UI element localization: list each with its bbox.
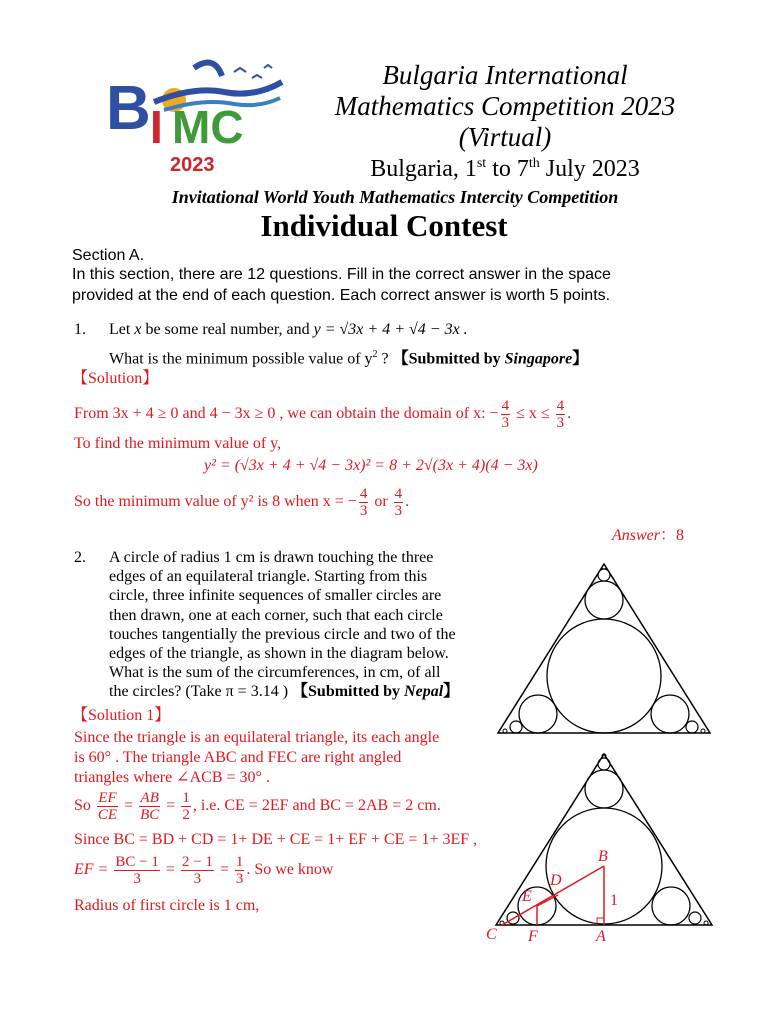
header-title bbox=[300, 60, 710, 153]
title-line-1: Bulgaria International bbox=[382, 60, 628, 90]
q2-line: A circle of radius 1 cm is drawn touching the three bbox=[109, 549, 434, 566]
q2-solution-line-5: Since BC = BD + CD = 1+ DE + CE = 1+ EF + CE = 1+ 3EF , bbox=[74, 831, 478, 848]
q2-solution-line-7: Radius of first circle is 1 cm, bbox=[74, 897, 260, 914]
q2-solution-line-1: Since the triangle is an equilateral triangle, its each angle bbox=[74, 729, 440, 746]
label-e: E bbox=[522, 888, 532, 905]
logo-year: 2023 bbox=[170, 154, 215, 176]
q2-solution-line-4: So $\frac{EF}{CE}$ = $\frac{AB}{BC}$ = $\frac{1}{2}$ , i.e. CE = 2EF and BC = 2AB = 2 cm. bbox=[74, 790, 441, 823]
logo-letter-b: B bbox=[106, 74, 151, 143]
q2-text bbox=[109, 548, 504, 702]
label-d: D bbox=[550, 872, 562, 889]
q1-solution-line-1: From 3x + 4 ≥ 0 and 4 − 3x ≥ 0 , we can obtain the domain of x: − $\frac{4}{3}$ ≤ x ≤ $\frac{4}{3}$ . bbox=[74, 398, 572, 431]
triangle-circles-diagram bbox=[496, 560, 716, 740]
q2-last-line: the circles? (Take π = 3.14 ) 【Submitted by Nepal】 bbox=[109, 683, 460, 701]
q2-line: touches tangentially the previous circle and two of the bbox=[109, 625, 456, 643]
q1-solution-line-4: So the minimum value of y² is 8 when x = − $\frac{4}{3}$ or $\frac{4}{3}$ . bbox=[74, 486, 410, 519]
q2-line: edges of the triangle, as shown in the diagram below. bbox=[109, 645, 449, 663]
q2-line: What is the sum of the circumferences, in cm, of all bbox=[109, 664, 441, 682]
q1-country: Singapore bbox=[504, 350, 573, 368]
q2-line: edges of an equilateral triangle. Starting from this bbox=[109, 568, 428, 586]
q1-answer: Answer：8 bbox=[612, 527, 685, 544]
corner-circle bbox=[510, 721, 522, 733]
section-line-2: provided at the end of each question. Each correct answer is worth 5 points. bbox=[72, 287, 611, 304]
q1-solution-line-3: y² = (√3x + 4 + √4 − 3x)² = 8 + 2√(3x + 4)(4 − 3x) bbox=[204, 457, 538, 474]
q2-number: 2. bbox=[74, 549, 86, 566]
corner-circle bbox=[652, 887, 690, 925]
corner-circle bbox=[519, 695, 557, 733]
corner-circle bbox=[598, 569, 610, 581]
triangle-outline bbox=[498, 564, 710, 733]
section-line-1: In this section, there are 12 questions. Fill in the correct answer in the space bbox=[72, 266, 611, 283]
logo-letters-mc: MC bbox=[172, 101, 244, 153]
logo-letter-i: I bbox=[150, 101, 163, 153]
q1-solution-line-2: To find the minimum value of y, bbox=[74, 435, 282, 452]
label-a: A bbox=[596, 928, 606, 945]
q2-solution-line-2: is 60° . The triangle ABC and FEC are right angled bbox=[74, 749, 402, 766]
q2-line: then drawn, one at each corner, such that each circle bbox=[109, 606, 443, 624]
title-line-3: (Virtual) bbox=[458, 122, 552, 152]
corner-circle bbox=[585, 581, 623, 619]
q2-solution-line-3: triangles where ∠ACB = 30° . bbox=[74, 769, 270, 786]
title-line-2: Mathematics Competition 2023 bbox=[334, 91, 676, 121]
bimc-logo bbox=[104, 58, 284, 183]
q1-solution-label: 【Solution】 bbox=[72, 370, 159, 387]
q1-number: 1. bbox=[74, 321, 86, 338]
q1-equation: y = √3x + 4 + √4 − 3x . bbox=[313, 321, 468, 338]
contest-dates: Bulgaria, 1st to 7th July 2023 bbox=[370, 156, 640, 182]
subtitle: Invitational World Youth Mathematics Intercity Competition bbox=[171, 187, 619, 207]
incircle bbox=[547, 619, 661, 733]
q1-line-1: Let x be some real number, and y = √3x + 4 + √4 − 3x . bbox=[109, 321, 468, 338]
contest-heading: Individual Contest bbox=[260, 208, 508, 243]
corner-circle bbox=[585, 770, 623, 808]
label-one: 1 bbox=[610, 892, 618, 909]
q2-country: Nepal bbox=[404, 683, 444, 701]
label-c: C bbox=[486, 926, 497, 943]
label-b: B bbox=[598, 848, 608, 865]
q2-solution-label: 【Solution 1】 bbox=[72, 707, 171, 724]
label-f: F bbox=[528, 928, 538, 945]
q2-line: circle, three infinite sequences of smaller circles are bbox=[109, 587, 442, 605]
corner-circle bbox=[651, 695, 689, 733]
corner-circle bbox=[686, 721, 698, 733]
q2-solution-line-6: EF = $\frac{BC - 1}{3}$ = $\frac{2 - 1}{3}$ = $\frac{1}{3}$ . So we know bbox=[74, 854, 334, 887]
corner-circle bbox=[598, 758, 610, 770]
section-name: Section A. bbox=[72, 247, 145, 264]
corner-circle bbox=[689, 912, 701, 924]
q1-line-2: What is the minimum possible value of $y^2$ ? 【Submitted by Singapore】 bbox=[109, 349, 589, 368]
